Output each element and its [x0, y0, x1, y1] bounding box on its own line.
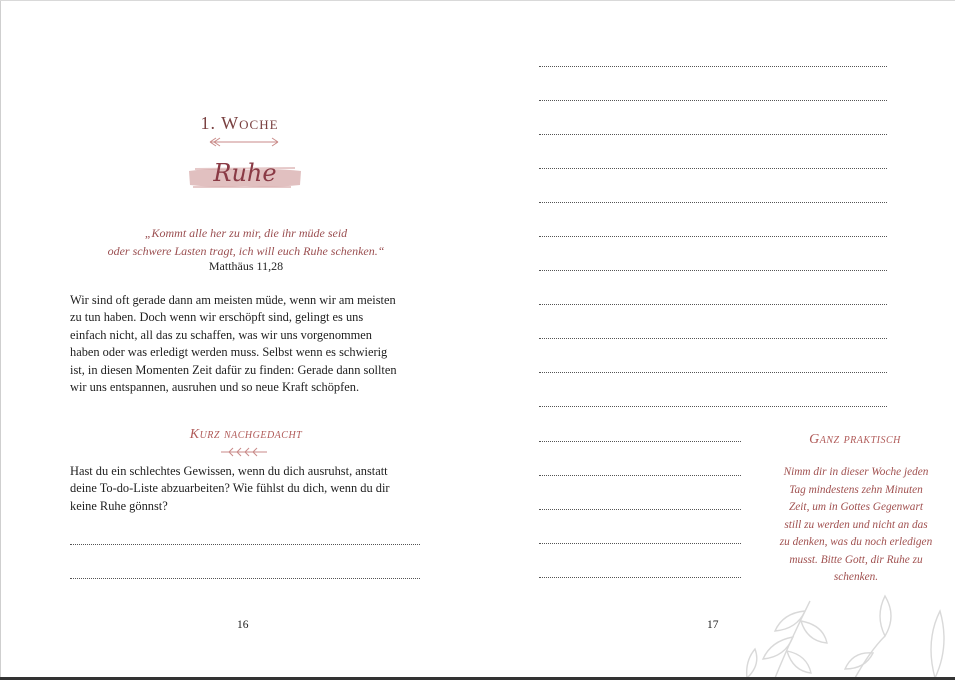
- section-heading: Ganz praktisch: [809, 432, 901, 447]
- writing-line: [539, 66, 887, 67]
- writing-line: [539, 134, 887, 135]
- writing-line: [539, 543, 741, 544]
- body-line: wir uns entspannen, ausruhen und so neue Kraft schöpfen.: [70, 380, 360, 395]
- writing-line: [539, 100, 887, 101]
- writing-line: [70, 578, 420, 579]
- body-line: zu tun haben. Doch wenn wir erschöpft sind, gelingt es uns: [70, 310, 364, 325]
- writing-line: [539, 236, 887, 237]
- tip-line: Nimm dir in dieser Woche jeden: [783, 466, 929, 478]
- foliage-illustration-icon: [735, 591, 955, 678]
- bible-quote: [61, 224, 431, 260]
- tip-line: Zeit, um in Gottes Gegenwart: [789, 501, 923, 513]
- writing-line: [539, 577, 741, 578]
- writing-line: [539, 202, 887, 203]
- body-line: ist, in diesen Momenten Zeit dafür zu finden: Gerade dann sollten: [70, 362, 397, 377]
- reflection-question: [70, 463, 420, 515]
- writing-line: [539, 441, 741, 442]
- body-line: einfach nicht, all das zu schaffen, was wir uns vorgenommen: [70, 327, 372, 342]
- arrow-ornament-icon: [206, 137, 282, 147]
- writing-line: [539, 509, 741, 510]
- tip-line: zu denken, was du noch erledigen: [779, 536, 933, 548]
- body-line: Wir sind oft gerade dann am meisten müde, wenn wir am meisten: [70, 293, 396, 307]
- writing-line: [539, 475, 741, 476]
- writing-line: [539, 168, 887, 169]
- tip-line: musst. Bitte Gott, dir Ruhe zu: [789, 553, 923, 566]
- writing-line: [539, 270, 887, 271]
- question-line: deine To-do-Liste abzuarbeiten? Wie fühlst du dich, wenn du dir: [70, 481, 390, 496]
- question-line: keine Ruhe gönnst?: [70, 498, 168, 513]
- body-paragraph: [70, 292, 420, 396]
- writing-line: [539, 338, 887, 339]
- week-label: 1. Woche: [200, 113, 279, 133]
- tip-line: still zu werden und nicht an das: [784, 518, 928, 531]
- body-line: haben oder was erledigt werden muss. Selbst wenn es schwierig: [70, 345, 388, 360]
- page-number: 17: [707, 619, 719, 631]
- practical-tip: [771, 464, 941, 587]
- writing-line: [539, 372, 887, 373]
- left-page: [0, 1, 478, 678]
- question-line: Hast du ein schlechtes Gewissen, wenn du dich ausruhst, anstatt: [70, 464, 388, 478]
- quote-line: „Kommt alle her zu mir, die ihr müde seid: [144, 226, 348, 240]
- page-number: 16: [237, 619, 249, 631]
- writing-line: [539, 304, 887, 305]
- quote-reference: Matthäus 11,28: [208, 259, 284, 273]
- section-heading: Kurz nachgedacht: [189, 427, 303, 442]
- chapter-title: Ruhe: [213, 159, 277, 187]
- tip-line: schenken.: [833, 571, 879, 583]
- quote-line: oder schwere Lasten tragt, ich will euch Ruhe schenken.“: [107, 244, 385, 258]
- writing-line: [539, 406, 887, 407]
- writing-line: [70, 544, 420, 545]
- leaf-branch-ornament-icon: [219, 447, 269, 457]
- tip-line: Tag mindestens zehn Minuten: [789, 483, 923, 496]
